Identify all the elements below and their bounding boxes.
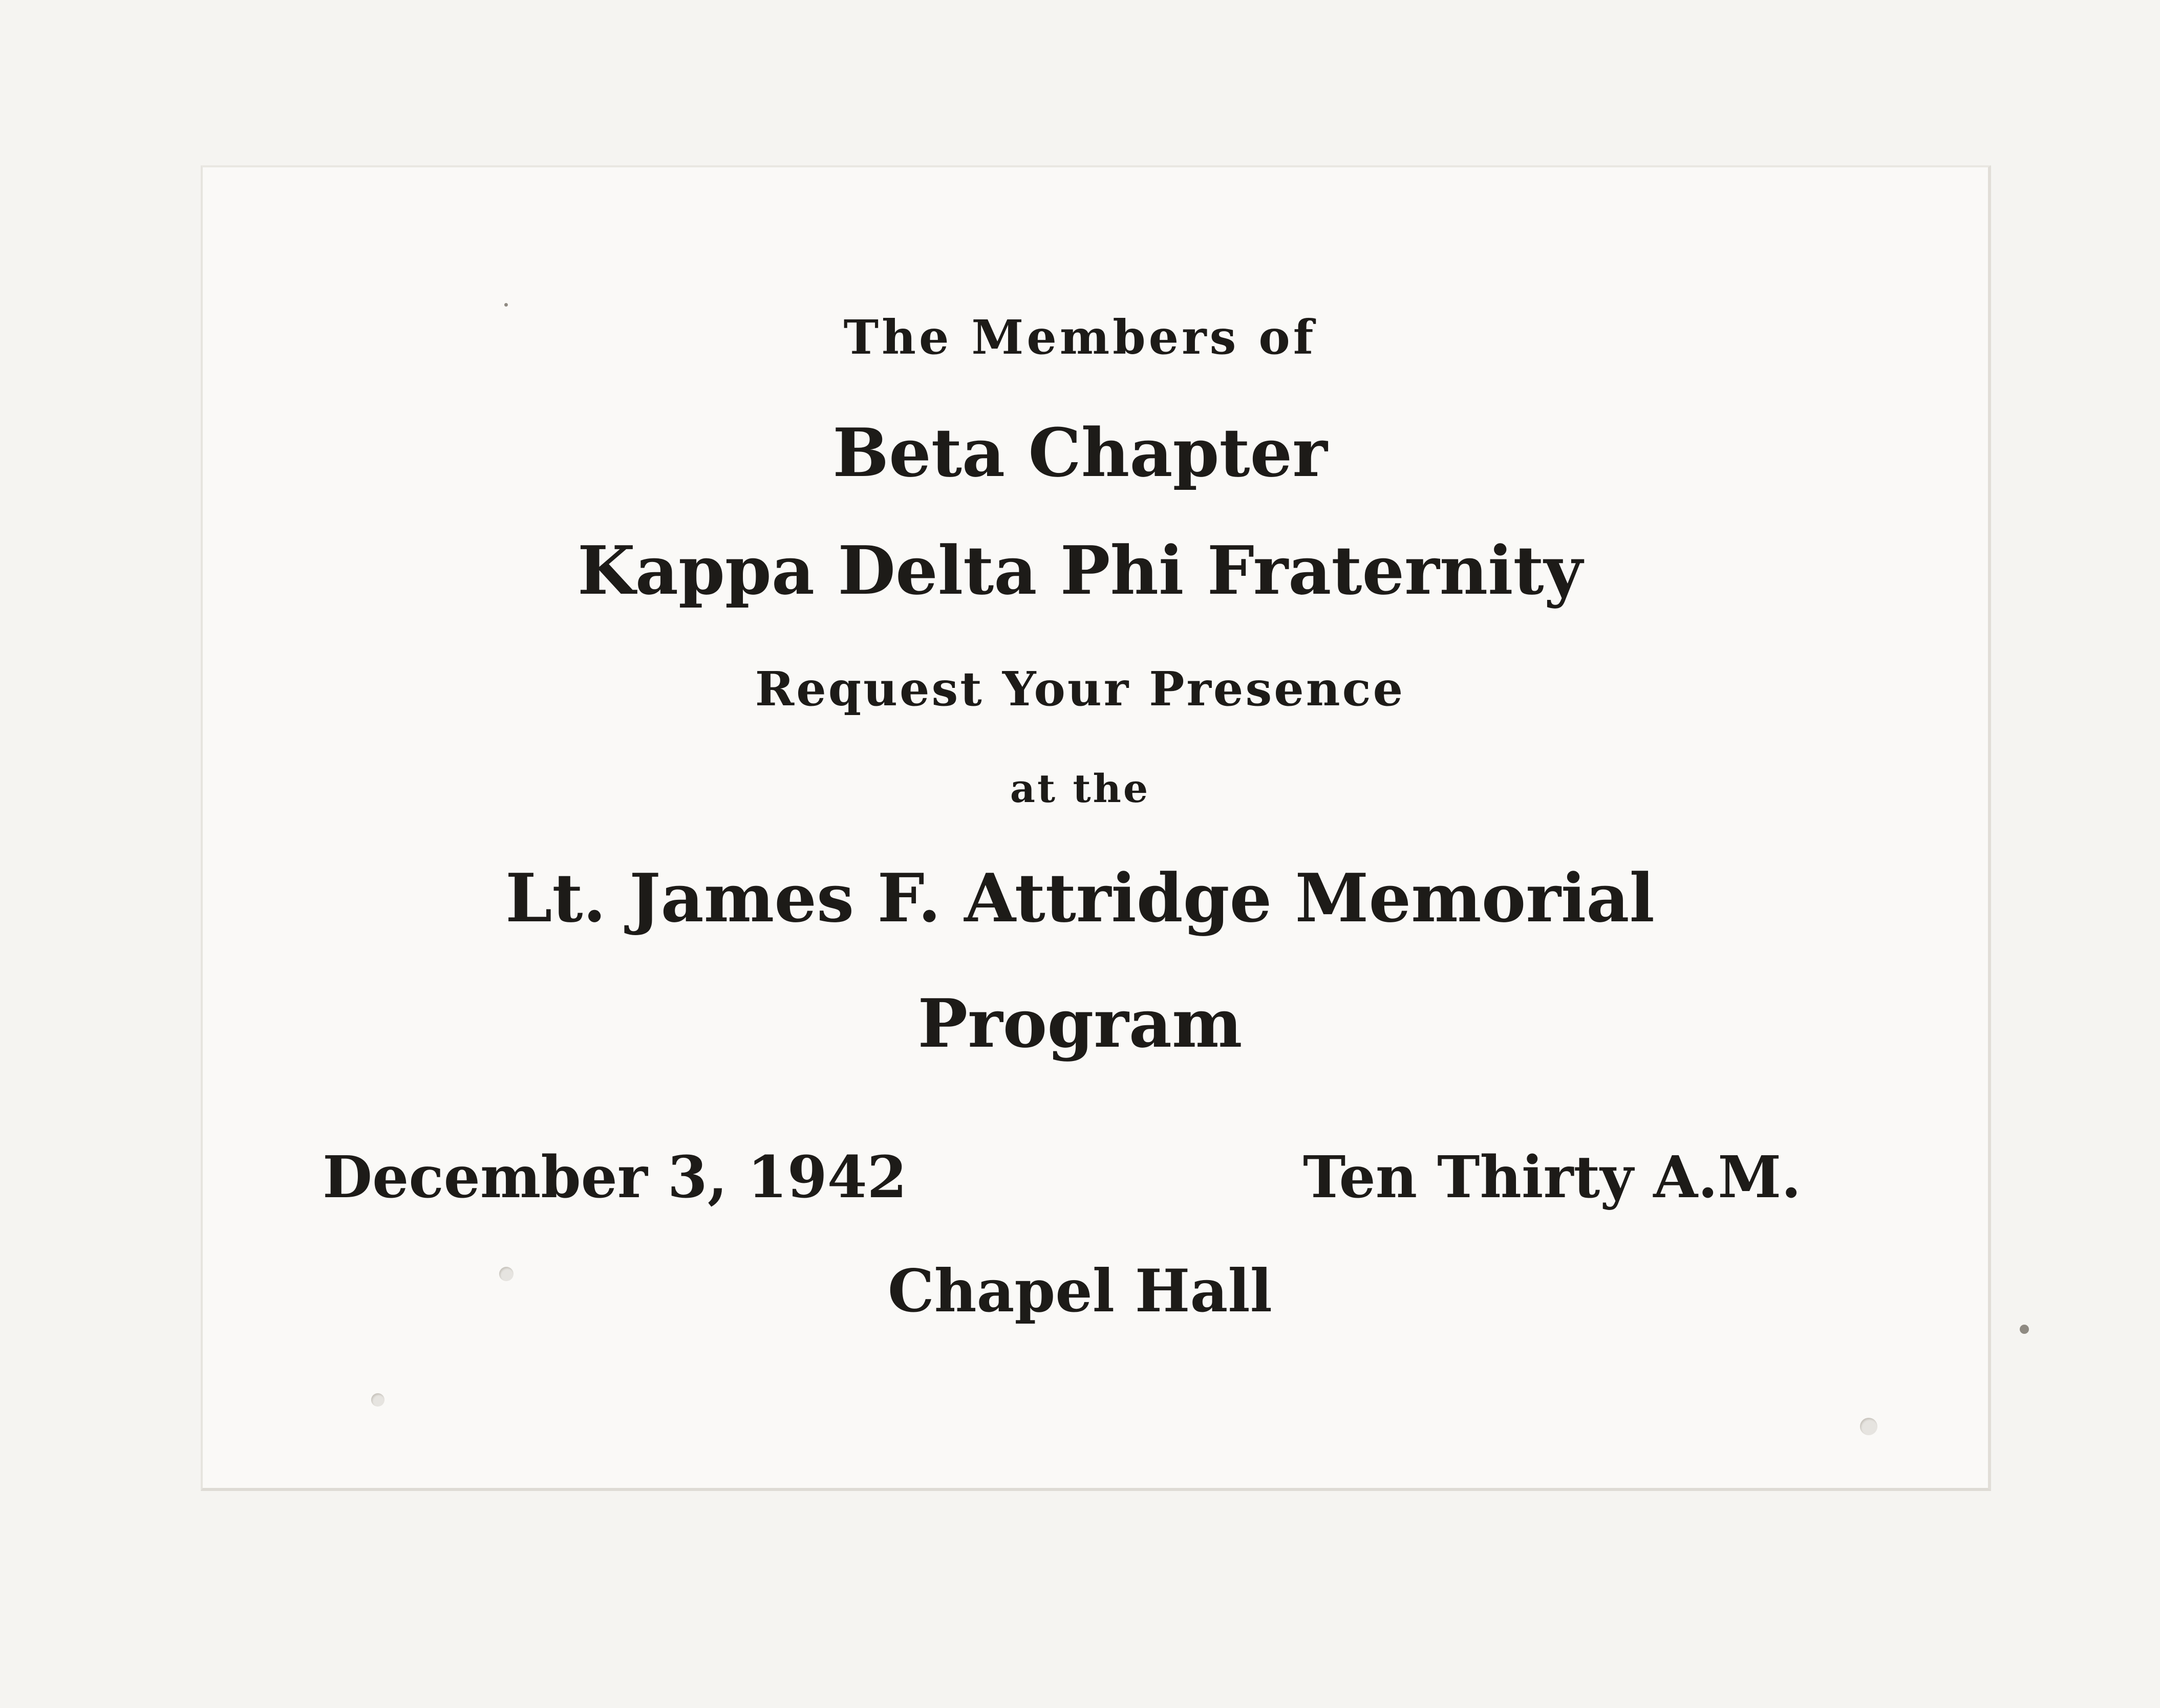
memorial-name: Lt. James F. Attridge Memorial — [505, 859, 1655, 937]
request-line: Request Your Presence — [755, 661, 1405, 717]
paper-dent — [371, 1393, 384, 1407]
event-location: Chapel Hall — [888, 1257, 1272, 1325]
event-date: December 3, 1942 — [323, 1144, 907, 1211]
event-time: Ten Thirty A.M. — [1303, 1144, 1802, 1211]
paper-dent — [1860, 1418, 1877, 1435]
intro-line: The Members of — [843, 310, 1317, 365]
paper-speck — [2020, 1325, 2029, 1334]
program-line: Program — [917, 984, 1243, 1063]
paper-dent — [499, 1267, 514, 1281]
paper-speck — [504, 303, 508, 307]
fraternity-name: Kappa Delta Phi Fraternity — [577, 531, 1583, 610]
chapter-name: Beta Chapter — [832, 414, 1328, 492]
at-the-line: at the — [1010, 766, 1150, 811]
